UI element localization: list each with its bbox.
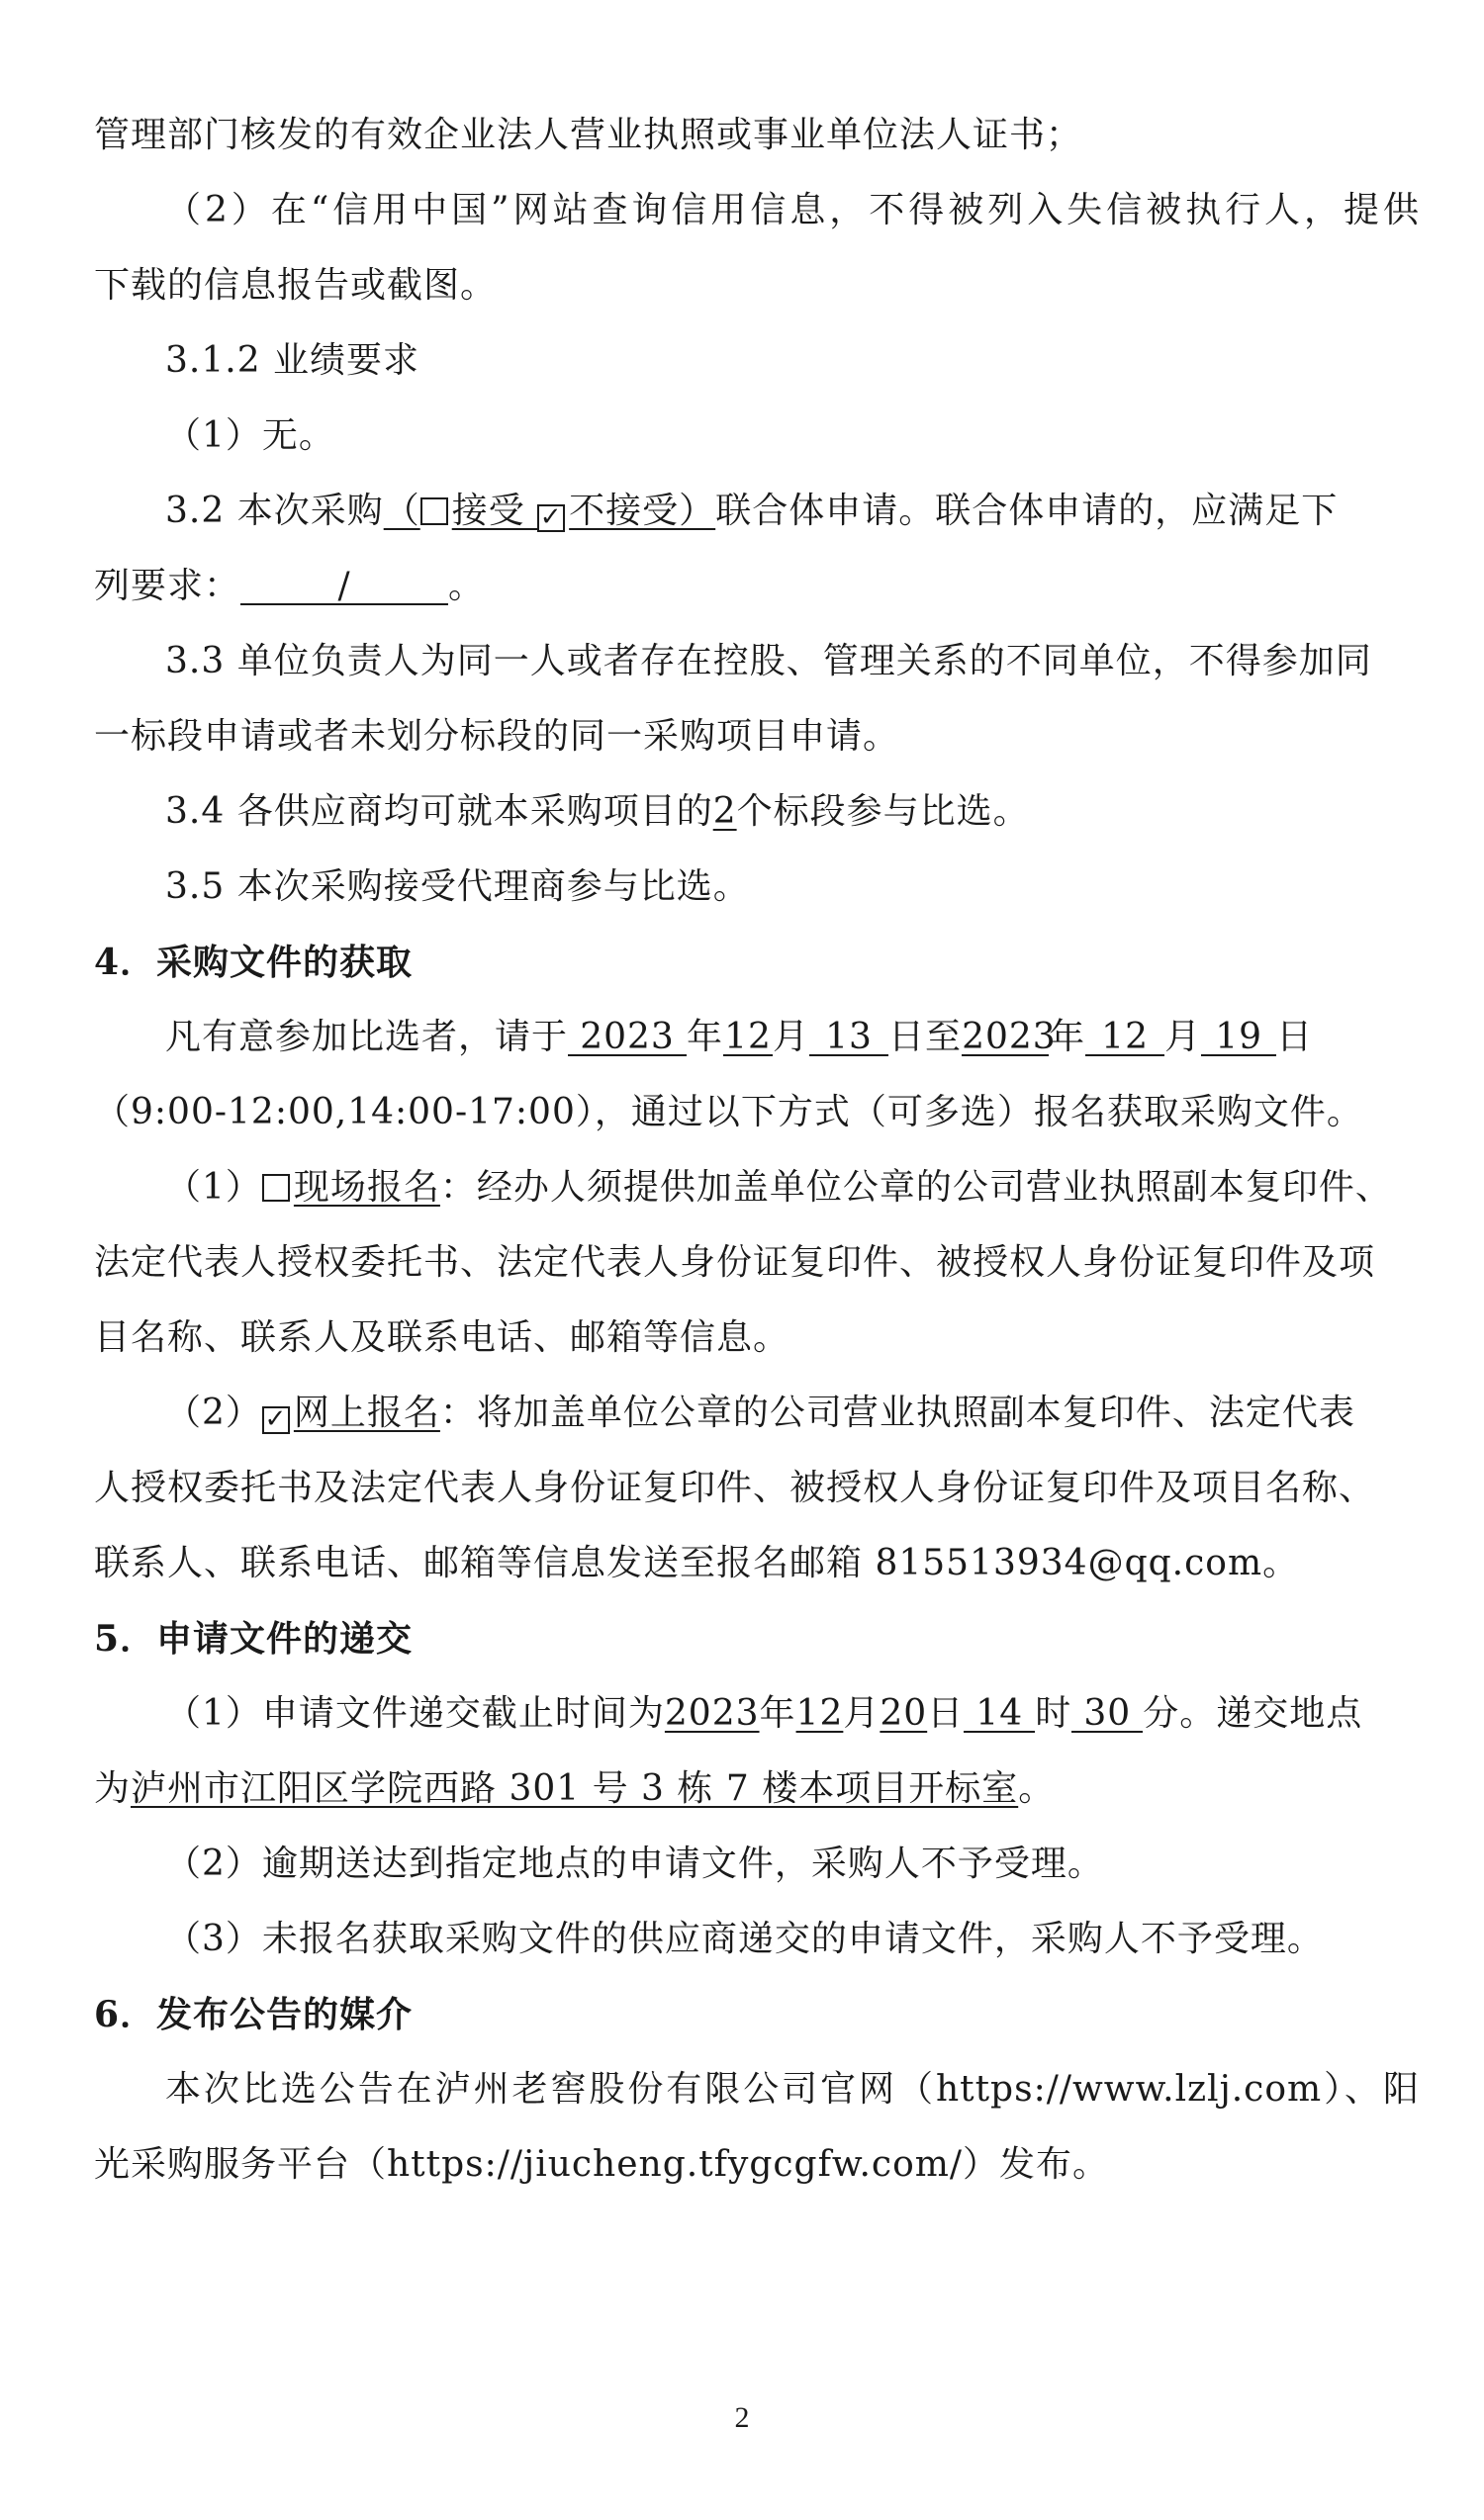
end-year: 2023 <box>962 1017 1057 1057</box>
deadline-month: 12 <box>795 1693 844 1734</box>
onsite-option <box>262 1167 440 1208</box>
month-char: 月 <box>773 1017 810 1057</box>
text-line-consortium <box>94 493 1420 530</box>
text-line: （2）在“信用中国”网站查询信用信息，不得被列入失信被执行人，提供 <box>165 190 1420 230</box>
checkbox-checked-icon: ✓ <box>262 1406 290 1434</box>
section-heading-6: 6．发布公告的媒介 <box>94 1994 414 2035</box>
checkbox-checked-icon: ✓ <box>537 504 565 532</box>
text-line-address <box>94 1770 1420 1808</box>
submission-address: 泸州市江阳区学院西路 301 号 3 栋 7 楼本项目开标室 <box>131 1768 1019 1809</box>
text-line: 目名称、联系人及联系电话、邮箱等信息。 <box>94 1317 790 1358</box>
address-prefix: 为 <box>94 1768 132 1809</box>
onsite-text: ：经办人须提供加盖单位公章的公司营业执照副本复印件、 <box>439 1167 1392 1208</box>
text-line: 下载的信息报告或截图。 <box>94 265 498 306</box>
requirements-blank: / <box>240 570 448 605</box>
text-line-lots <box>94 793 1420 831</box>
text-line-deadline <box>94 1695 1420 1733</box>
text-line: 联系人、联系电话、邮箱等信息发送至报名邮箱 815513934@qq.com。 <box>94 1543 1300 1583</box>
section-heading-4: 4．采购文件的获取 <box>94 942 414 983</box>
text-line: 一标段申请或者未划分标段的同一采购项目申请。 <box>94 716 900 757</box>
text-line: 3.3 单位负责人为同一人或者存在控股、管理关系的不同单位，不得参加同 <box>165 641 1372 681</box>
text-line: 3.5 本次采购接受代理商参与比选。 <box>165 866 750 907</box>
deadline-hour: 14 <box>964 1697 1035 1733</box>
document-page <box>94 117 1420 2221</box>
lots-count: 2 <box>712 791 737 832</box>
text-line: 人授权委托书及法定代表人身份证复印件、被授权人身份证复印件及项目名称、 <box>94 1468 1376 1508</box>
online-option <box>262 1393 440 1433</box>
month-char: 月 <box>843 1693 881 1734</box>
month-char: 月 <box>1164 1017 1202 1057</box>
start-year: 2023 <box>568 1021 687 1056</box>
deadline-day: 20 <box>880 1693 928 1734</box>
deadline-year: 2023 <box>664 1693 760 1734</box>
date-intro: 凡有意参加比选者，请于 <box>165 1017 569 1057</box>
text-line: （2）逾期送达到指定地点的申请文件，采购人不予受理。 <box>165 1844 1104 1884</box>
text-line-onsite <box>94 1169 1420 1207</box>
requirements-label: 列要求： <box>94 566 241 606</box>
consortium-label: 3.2 本次采购 <box>165 491 384 531</box>
day-char: 日 <box>1276 1017 1314 1057</box>
online-label: 网上报名 <box>293 1393 440 1433</box>
end-day: 19 <box>1201 1021 1276 1056</box>
onsite-label: 现场报名 <box>293 1167 440 1208</box>
page-number: 2 <box>734 2401 750 2434</box>
section-heading-5: 5．申请文件的递交 <box>94 1618 414 1660</box>
text-line-online <box>94 1395 1420 1432</box>
item-number: （2） <box>165 1393 262 1433</box>
text-line: 3.1.2 业绩要求 <box>165 340 420 381</box>
day-char: 日 <box>927 1693 965 1734</box>
year-char: 年 <box>687 1017 724 1057</box>
hour-char: 时 <box>1035 1693 1072 1734</box>
start-month: 12 <box>724 1017 772 1057</box>
text-line: （3）未报名获取采购文件的供应商递交的申请文件，采购人不予受理。 <box>165 1919 1324 1959</box>
year-char: 年 <box>759 1693 796 1734</box>
start-day: 13 <box>809 1021 888 1056</box>
period: 。 <box>1018 1768 1056 1809</box>
consortium-text: 联合体申请。联合体申请的，应满足下 <box>715 491 1339 531</box>
period: 。 <box>448 566 486 606</box>
deadline-minute: 30 <box>1071 1697 1143 1733</box>
checkbox-empty-icon <box>262 1174 290 1202</box>
text-line: 光采购服务平台（https://jiucheng.tfygcgfw.com/）发布。 <box>94 2144 1110 2185</box>
end-month: 12 <box>1085 1021 1164 1056</box>
item-number: （1） <box>165 1167 262 1208</box>
lots-text: 个标段参与比选。 <box>736 791 1030 832</box>
checkbox-empty-icon <box>420 497 448 525</box>
text-line: （1）无。 <box>165 415 335 456</box>
text-line: 法定代表人授权委托书、法定代表人身份证复印件、被授权人身份证复印件及项 <box>94 1242 1376 1283</box>
text-line: 本次比选公告在泸州老窖股份有限公司官网（https://www.lzlj.com）、阳 <box>165 2069 1420 2110</box>
text-line-date-range <box>94 1019 1420 1056</box>
year-char: 年 <box>1049 1017 1086 1057</box>
not-accept-option: 不接受） <box>569 491 716 531</box>
text-line: 管理部门核发的有效企业法人营业执照或事业单位法人证书； <box>94 115 1083 155</box>
accept-option: 接受 <box>451 491 538 531</box>
text-line-requirements <box>94 568 1420 605</box>
day-to-char: 日至 <box>888 1017 963 1057</box>
deadline-text: 分。递交地点 <box>1143 1693 1363 1734</box>
text-line: （9:00-12:00,14:00-17:00），通过以下方式（可多选）报名获取采购文件。 <box>94 1092 1363 1132</box>
deadline-label: （1）申请文件递交截止时间为 <box>165 1693 665 1734</box>
paren-open: （ <box>383 491 420 531</box>
consortium-options <box>384 491 715 531</box>
lots-label: 3.4 各供应商均可就本采购项目的 <box>165 791 713 832</box>
online-text: ：将加盖单位公章的公司营业执照副本复印件、法定代表 <box>439 1393 1355 1433</box>
